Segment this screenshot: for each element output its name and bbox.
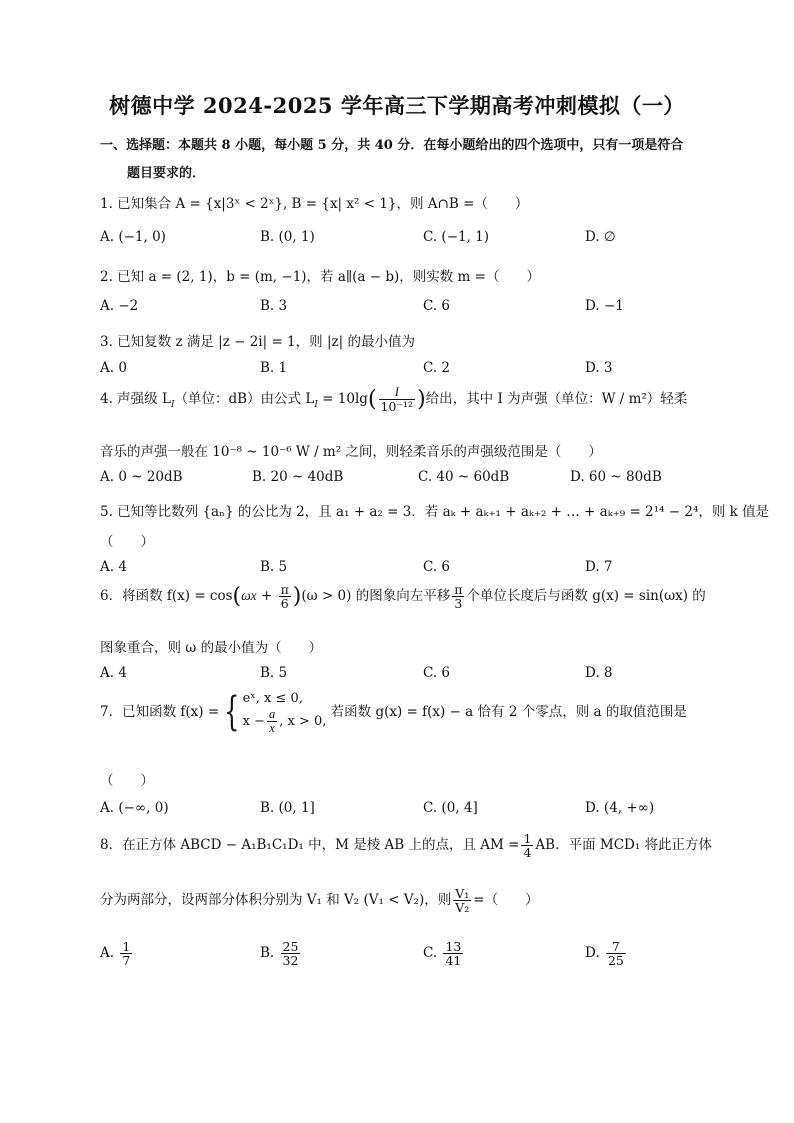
q8-option-b[interactable]: B. $\frac{25}{32}$	[260, 939, 299, 969]
question-5-line2: （ ）	[100, 534, 154, 550]
q7-option-a[interactable]: A. (−∞, 0)	[100, 800, 169, 816]
q7-text-a: 7．已知函数 f(x) =	[100, 703, 220, 720]
q6-fraction-1: $\frac{\pi}{6}$	[280, 582, 289, 612]
q2-option-d[interactable]: D. −1	[585, 298, 624, 314]
question-4-line2: 音乐的声强一般在 10⁻⁸ ~ 10⁻⁶ W / m² 之间，则轻柔音乐的声强级范围是（ ）	[100, 444, 602, 460]
question-7-line2: （ ）	[100, 773, 154, 789]
q4-option-d[interactable]: D. 60 ~ 80dB	[570, 469, 662, 485]
q8-fraction: $\frac{1}{4}$	[523, 831, 532, 861]
q2-option-c[interactable]: C. 6	[423, 298, 451, 314]
q7-piecewise: eˣ, x ≤ 0, x − $\frac{a}{x}$ , x > 0,	[242, 691, 327, 735]
q8-text-2b: =（ ）	[473, 892, 539, 909]
q1-option-a[interactable]: A. (−1, 0)	[100, 229, 166, 245]
question-8	[100, 832, 712, 859]
question-6: 6．将函数 f(x) = cos(ωx + $\frac{\pi}{6}$ )(ω > 0) 的图象向左平移 $\frac{\pi}{3}$ 个单位长度后与函数 g(x) = sin(ωx) 的	[100, 582, 706, 612]
q8-text-a: 8．在正方体 ABCD − A₁B₁C₁D₁ 中，M 是棱 AB 上的点，且 AM =	[100, 837, 520, 854]
question-7: 7．已知函数 f(x) = { eˣ, x ≤ 0, x − $\frac{a}{x}$ , x > 0, 若函数 g(x) = f(x) − a 恰有 2 个零点，则 a 的取值范围是	[100, 689, 687, 736]
q8-option-c[interactable]: C. $\frac{13}{41}$	[423, 939, 462, 969]
q8-text-2a: 分为两部分，设两部分体积分别为 V₁ 和 V₂ (V₁ < V₂)，则	[100, 892, 452, 909]
q4-text-d: 给出，其中 I 为声强（单位：W / m²）轻柔	[425, 391, 688, 408]
q5-option-a[interactable]: A. 4	[100, 559, 127, 575]
q2-option-a[interactable]: A. −2	[100, 298, 139, 314]
q3-option-a[interactable]: A. 0	[100, 360, 127, 376]
q6-option-c[interactable]: C. 6	[423, 665, 451, 681]
question-4: 4. 声强级 $L_I$（单位：dB）由公式 $L_I = 10\lg$( $\frac{I}{\text{10⁻¹²}}$ )给出，其中 I 为声强（单位：W / m²）轻柔	[100, 385, 688, 415]
q3-option-b[interactable]: B. 1	[260, 360, 288, 376]
q7-text-b: 若函数 g(x) = f(x) − a 恰有 2 个零点，则 a 的取值范围是	[330, 703, 687, 720]
section-heading: 一、选择题：本题共 8 小题，每小题 5 分，共 40 分．在每小题给出的四个选项中，只有一项是符合	[100, 138, 684, 153]
q7-option-b[interactable]: B. (0, 1]	[260, 800, 315, 816]
q7-option-c[interactable]: C. (0, 4]	[423, 800, 478, 816]
question-2: 2. 已知 a = (2, 1)，b = (m, −1)，若 a∥(a − b)，则实数 m =（ ）	[100, 269, 540, 285]
q6-option-b[interactable]: B. 5	[260, 665, 288, 681]
q5-option-b[interactable]: B. 5	[260, 559, 288, 575]
question-3: 3. 已知复数 z 满足 |z − 2i| = 1，则 |z| 的最小值为	[100, 334, 415, 350]
q6-text-c: 个单位长度后与函数 g(x) = sin(ωx) 的	[466, 588, 706, 605]
question-6-line2: 图象重合，则 ω 的最小值为（ ）	[100, 640, 323, 656]
q4-fraction: $\frac{I}{\text{10⁻¹²}}$	[380, 385, 414, 415]
q6-fraction-2: $\frac{\pi}{3}$	[454, 582, 463, 612]
q1-option-c[interactable]: C. (−1, 1)	[423, 229, 490, 245]
q4-text-b: （单位：dB）由公式 L	[174, 391, 315, 408]
q5-option-c[interactable]: C. 6	[423, 559, 451, 575]
q8-option-d[interactable]: D. $\frac{7}{25}$	[585, 939, 624, 969]
q6-text-a: 6．将函数 f(x) = cos	[100, 588, 233, 605]
q6-text-b: (ω > 0) 的图象向左平移	[301, 588, 451, 605]
q5-option-d[interactable]: D. 7	[585, 559, 613, 575]
q1-option-b[interactable]: B. (0, 1)	[260, 229, 315, 245]
q1-option-d[interactable]: D. ∅	[585, 229, 616, 245]
question-8-line2	[100, 887, 539, 914]
q4-option-a[interactable]: A. 0 ~ 20dB	[100, 469, 183, 485]
q8-fraction-2: $\frac{\text{V₁}}{\text{V₂}}$	[455, 886, 470, 916]
q3-option-d[interactable]: D. 3	[585, 360, 613, 376]
question-1: 1. 已知集合 A = {x|3ˣ < 2ˣ}, B = {x| x² < 1}，则 A∩B =（ ）	[100, 196, 529, 212]
q6-option-a[interactable]: A. 4	[100, 665, 127, 681]
q8-text-b: AB．平面 MCD₁ 将此正方体	[535, 837, 713, 854]
q4-text-c: = 10lg	[317, 391, 368, 408]
q4-text-a: 4. 声强级 L	[100, 391, 171, 408]
q4-option-c[interactable]: C. 40 ~ 60dB	[418, 469, 510, 485]
q4-option-b[interactable]: B. 20 ~ 40dB	[252, 469, 344, 485]
page-title: 树德中学 2024-2025 学年高三下学期高考冲刺模拟（一）	[109, 93, 685, 118]
q2-option-b[interactable]: B. 3	[260, 298, 288, 314]
q7-option-d[interactable]: D. (4, +∞)	[585, 800, 655, 816]
section-heading-cont: 题目要求的．	[127, 166, 206, 181]
question-5: 5. 已知等比数列 {aₙ} 的公比为 2，且 a₁ + a₂ = 3．若 aₖ + aₖ₊₁ + aₖ₊₂ + … + aₖ₊₉ = 2¹⁴ − 2⁴，则 k 值是	[100, 504, 770, 520]
q6-option-d[interactable]: D. 8	[585, 665, 613, 681]
q8-option-a[interactable]: A. $\frac{1}{7}$	[100, 939, 131, 969]
q3-option-c[interactable]: C. 2	[423, 360, 451, 376]
